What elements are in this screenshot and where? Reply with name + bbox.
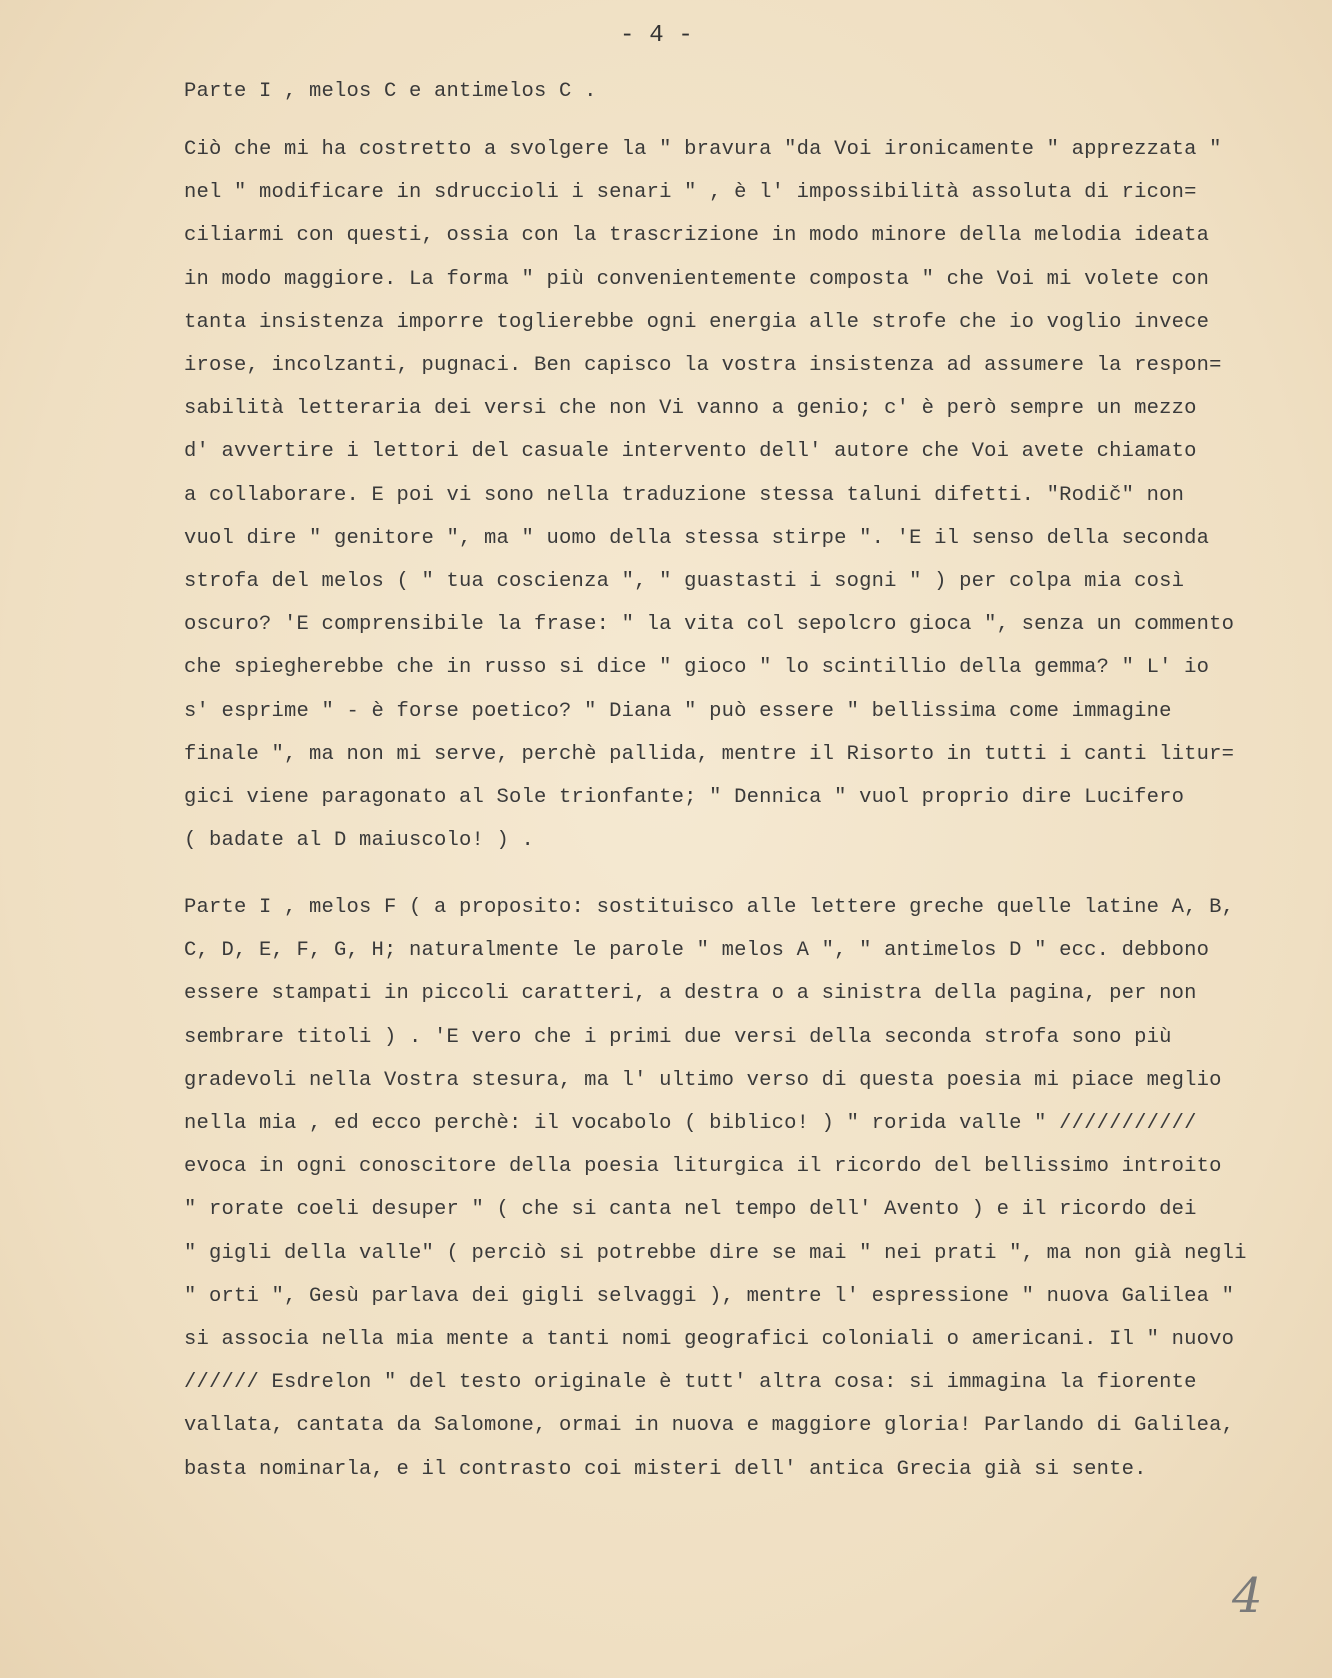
text-line: d' avvertire i lettori del casuale intervento dell' autore che Voi avete chiamato: [184, 440, 1197, 464]
text-line: ////// Esdrelon " del testo originale è tutt' altra cosa: si immagina la fiorente: [184, 1371, 1197, 1395]
text-line: nella mia , ed ecco perchè: il vocabolo ( biblico! ) " rorida valle " ///////////: [184, 1112, 1197, 1135]
text-line: basta nominarla, e il contrasto coi misteri dell' antica Grecia già si sente.: [184, 1457, 1147, 1481]
text-line: oscuro? 'E comprensibile la frase: " la vita col sepolcro gioca ", senza un commento: [184, 613, 1235, 637]
text-line: che spiegherebbe che in russo si dice " gioco " lo scintillio della gemma? " L' io: [184, 656, 1210, 680]
text-line: sabilità letteraria dei versi che non Vi vanno a genio; c' è però sempre un mezzo: [184, 397, 1197, 421]
text-line: Ciò che mi ha costretto a svolgere la " bravura "da Voi ironicamente " apprezzata ": [184, 138, 1222, 161]
text-line: ciliarmi con questi, ossia con la trascrizione in modo minore della melodia ideata: [184, 224, 1210, 248]
text-line: nel " modificare in sdruccioli i senari " , è l' impossibilità assoluta di ricon=: [184, 181, 1197, 205]
text-line: evoca in ogni conoscitore della poesia liturgica il ricordo del bellissimo introito: [184, 1155, 1222, 1179]
text-line: vallata, cantata da Salomone, ormai in nuova e maggiore gloria! Parlando di Galilea,: [184, 1414, 1235, 1438]
text-line: irose, incolzanti, pugnaci. Ben capisco la vostra insistenza ad assumere la respon=: [184, 354, 1222, 377]
text-line: gici viene paragonato al Sole trionfante; " Dennica " vuol proprio dire Lucifero: [184, 786, 1185, 809]
text-line: " orti ", Gesù parlava dei gigli selvaggi ), mentre l' espressione " nuova Galilea ": [184, 1284, 1235, 1308]
text-line: essere stampati in piccoli caratteri, a destra o a sinistra della pagina, per non: [184, 982, 1197, 1006]
text-line: sembrare titoli ) . 'E vero che i primi due versi della seconda strofa sono più: [184, 1025, 1172, 1049]
text-line: si associa nella mia mente a tanti nomi geografici coloniali o americani. Il " nuovo: [184, 1328, 1235, 1351]
text-line: " rorate coeli desuper " ( che si canta nel tempo dell' Avento ) e il ricordo dei: [184, 1198, 1197, 1222]
text-line: Parte I , melos F ( a proposito: sostituisco alle lettere greche quelle latine A, B,: [184, 896, 1235, 919]
text-line: a collaborare. E poi vi sono nella traduzione stessa taluni difetti. "Rodič" non: [184, 483, 1185, 507]
page-number: - 4 -: [620, 22, 694, 49]
text-line: gradevoli nella Vostra stesura, ma l' ultimo verso di questa poesia mi piace meglio: [184, 1068, 1222, 1092]
text-line: strofa del melos ( " tua coscienza ", " guastasti i sogni " ) per colpa mia così: [184, 570, 1185, 593]
text-line: " gigli della valle" ( perciò si potrebbe dire se mai " nei prati ", ma non già negli: [184, 1241, 1247, 1265]
text-line: ( badate al D maiuscolo! ) .: [184, 829, 535, 853]
text-line: C, D, E, F, G, H; naturalmente le parole " melos A ", " antimelos D " ecc. debbono: [184, 939, 1210, 963]
text-line: finale ", ma non mi serve, perchè pallida, mentre il Risorto in tutti i canti litur=: [184, 742, 1235, 766]
handwritten-page-mark: 4: [1232, 1568, 1263, 1624]
text-line: vuol dire " genitore ", ma " uomo della stessa stirpe ". 'E il senso della seconda: [184, 526, 1210, 550]
text-line: tanta insistenza imporre toglierebbe ogni energia alle strofe che io voglio invece: [184, 310, 1210, 334]
text-line: s' esprime " - è forse poetico? " Diana " può essere " bellissima come immagine: [184, 699, 1172, 723]
text-line: in modo maggiore. La forma " più convenientemente composta " che Voi mi volete con: [184, 267, 1210, 291]
section-heading: Parte I , melos C e antimelos C .: [184, 80, 597, 103]
